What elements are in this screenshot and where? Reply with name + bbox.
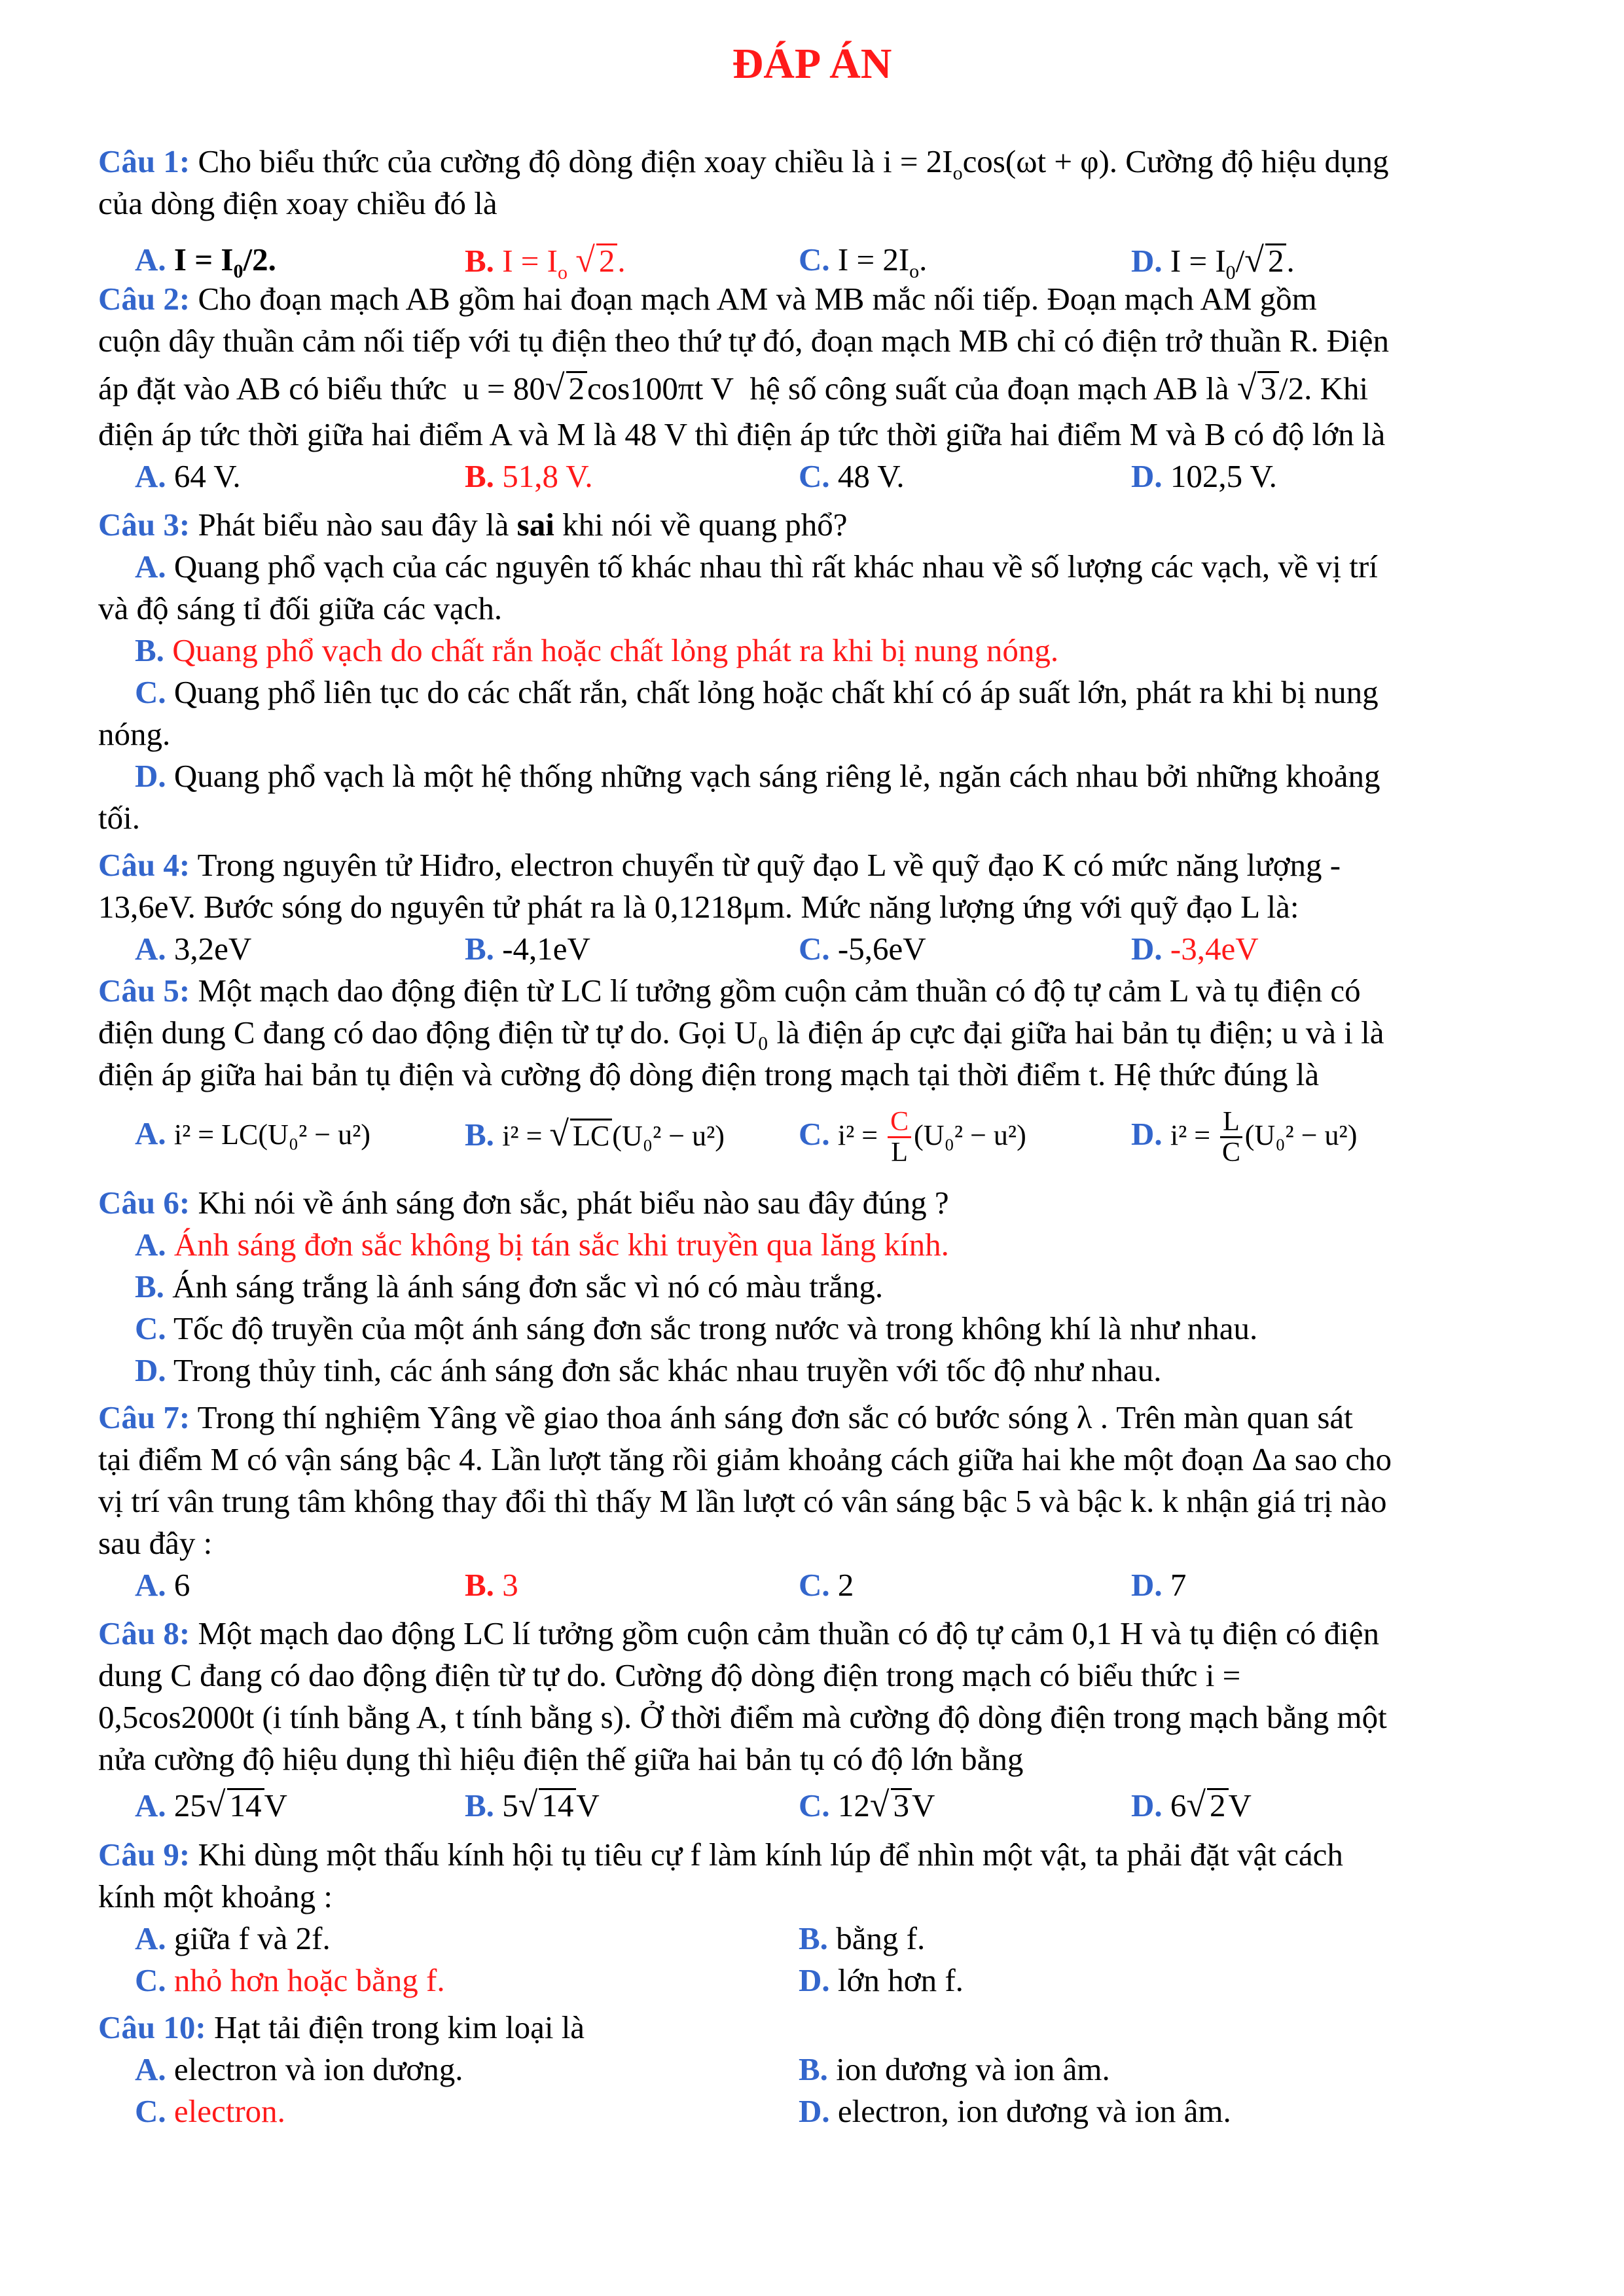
q3-label: Câu 3: [98, 507, 190, 543]
q8-stem-line2: dung C đang có dao động điện từ tự do. Cường độ dòng điện trong mạch có biểu thức i = [98, 1657, 1241, 1693]
q7-stem-line2: tại điểm M có vận sáng bậc 4. Lần lượt tăng rồi giảm khoảng cách giữa hai khe một đoạn Δa sao cho [98, 1441, 1392, 1477]
q4-label: Câu 4: [98, 847, 190, 883]
q4-stem-line1: Câu 4: Trong nguyên tử Hiđro, electron chuyển từ quỹ đạo L về quỹ đạo K có mức năng lượng - [98, 847, 1341, 883]
q6-option-a: A. Ánh sáng đơn sắc không bị tán sắc khi truyền qua lăng kính. [135, 1227, 949, 1263]
q5-stem-line1: Câu 5: Một mạch dao động điện từ LC lí tưởng gồm cuộn cảm thuần có độ tự cảm L và tụ điện có [98, 973, 1361, 1009]
q7-stem-line3: vị trí vân trung tâm không thay đổi thì thấy M lần lượt có vân sáng bậc 5 và bậc k. k nhận giá trị nào [98, 1483, 1387, 1519]
q1-option-a: A. $I = I_0/2$. [135, 242, 276, 282]
q5-option-a: A. i² = LC(U₀² − u²) [135, 1115, 370, 1151]
q1-option-c: C. $I = 2I_o$. [799, 242, 928, 282]
q3-option-a-line1: A. Quang phổ vạch của các nguyên tố khác nhau thì rất khác nhau về số lượng các vạch, về vị trí [135, 548, 1378, 584]
q10-label: Câu 10: [98, 2009, 206, 2045]
q2-option-d: D. 102,5 V. [1131, 458, 1277, 494]
q5-option-b: B. i² = √ LC(U₀² − u²) [465, 1114, 725, 1153]
q4-stem-line2: 13,6eV. Bước sóng do nguyên tử phát ra là 0,1218μm. Mức năng lượng ứng với quỹ đạo L là: [98, 889, 1299, 925]
q5-stem-line2: điện dung C đang có dao động điện từ tự do. Gọi U₀ là điện áp cực đại giữa hai bản tụ điện; u và i là [98, 1014, 1384, 1050]
q9-stem-line2: kính một khoảng : [98, 1878, 333, 1914]
q2-option-a: A. 64 V. [135, 458, 241, 494]
q8-option-a: A. 25√ 14V [135, 1785, 287, 1824]
q5-option-c: C. i² = $\frac{C}{L}$ (U₀² − u²) [799, 1107, 1026, 1168]
q7-option-d: D. 7 [1131, 1567, 1187, 1603]
q3-option-d-line2: tối. [98, 800, 140, 836]
q6-option-c: C. Tốc độ truyền của một ánh sáng đơn sắc trong nước và trong không khí là như nhau. [135, 1310, 1258, 1346]
q8-option-b: B. 5√ 14V [465, 1785, 600, 1824]
q4-option-c: C. -5,6eV [799, 931, 926, 967]
q4-option-b: B. -4,1eV [465, 931, 590, 967]
q9-option-c: C. nhỏ hơn hoặc bằng f. [135, 1962, 445, 1998]
q2-option-b: B. 51,8 V. [465, 458, 593, 494]
q6-stem: Câu 6: Khi nói về ánh sáng đơn sắc, phát biểu nào sau đây đúng ? [98, 1185, 949, 1221]
q2-stem-line3: áp đặt vào AB có biểu thức u = 80√ 2cos100πt V hệ số công suất của đoạn mạch AB là √ 3/2. Khi [98, 368, 1369, 407]
q5-stem-line3: điện áp giữa hai bản tụ điện và cường độ dòng điện trong mạch tại thời điểm t. Hệ thức đúng là [98, 1056, 1320, 1092]
q10-option-b: B. ion dương và ion âm. [799, 2051, 1110, 2087]
q7-label: Câu 7: [98, 1399, 190, 1435]
q2-stem-line2: cuộn dây thuần cảm nối tiếp với tụ điện theo thứ tự đó, đoạn mạch MB chỉ có điện trở thuần R. Điện [98, 323, 1389, 359]
q1-stem-line1: Câu 1: Cho biểu thức của cường độ dòng điện xoay chiều là $i = 2I_o\cos(\omega t + \varphi)$. Cường độ hiệu dụng [98, 143, 1389, 184]
q2-label: Câu 2: [98, 281, 190, 317]
q3-option-a-line2: và độ sáng tỉ đối giữa các vạch. [98, 590, 503, 626]
q8-option-d: D. 6√ 2V [1131, 1785, 1252, 1824]
q1-option-d: D. $I = I_0/√$ 2. [1131, 240, 1295, 283]
q6-option-b: B. Ánh sáng trắng là ánh sáng đơn sắc vì nó có màu trắng. [135, 1268, 884, 1304]
q9-option-b: B. bằng f. [799, 1920, 926, 1956]
q10-option-a: A. electron và ion dương. [135, 2051, 463, 2087]
q1-label: Câu 1: [98, 143, 190, 179]
q4-option-a: A. 3,2eV [135, 931, 252, 967]
q10-option-d: D. electron, ion dương và ion âm. [799, 2093, 1231, 2129]
page-title: ĐÁP ÁN [732, 40, 892, 88]
q7-stem-line1: Câu 7: Trong thí nghiệm Yâng về giao thoa ánh sáng đơn sắc có bước sóng λ . Trên màn quan sát [98, 1399, 1353, 1435]
q8-stem-line1: Câu 8: Một mạch dao động LC lí tưởng gồm cuộn cảm thuần có độ tự cảm 0,1 H và tụ điện có điện [98, 1615, 1380, 1651]
q3-option-c-line2: nóng. [98, 716, 171, 752]
q6-option-d: D. Trong thủy tinh, các ánh sáng đơn sắc khác nhau truyền với tốc độ như nhau. [135, 1352, 1162, 1388]
q8-label: Câu 8: [98, 1615, 190, 1651]
q6-label: Câu 6: [98, 1185, 190, 1221]
q3-stem: Câu 3: Phát biểu nào sau đây là sai khi nói về quang phổ? [98, 507, 848, 543]
q7-option-a: A. 6 [135, 1567, 190, 1603]
q8-option-c: C. 12√ 3V [799, 1785, 935, 1824]
q7-option-b: B. 3 [465, 1567, 518, 1603]
q2-stem-line4: điện áp tức thời giữa hai điểm A và M là 48 V thì điện áp tức thời giữa hai điểm M và B có độ lớn là [98, 416, 1386, 452]
q3-option-c-line1: C. Quang phổ liên tục do các chất rắn, chất lỏng hoặc chất khí có áp suất lớn, phát ra khi bị nung [135, 674, 1379, 710]
q3-option-b: B. Quang phổ vạch do chất rắn hoặc chất lỏng phát ra khi bị nung nóng. [135, 632, 1059, 668]
q9-label: Câu 9: [98, 1837, 190, 1873]
q2-stem-line1: Câu 2: Cho đoạn mạch AB gồm hai đoạn mạch AM và MB mắc nối tiếp. Đoạn mạch AM gồm [98, 281, 1317, 317]
q3-option-d-line1: D. Quang phổ vạch là một hệ thống những vạch sáng riêng lẻ, ngăn cách nhau bởi những khoảng [135, 758, 1380, 794]
q9-option-d: D. lớn hơn f. [799, 1962, 964, 1998]
q2-option-c: C. 48 V. [799, 458, 905, 494]
q1-stem-line2: của dòng điện xoay chiều đó là [98, 185, 497, 221]
q9-option-a: A. giữa f và 2f. [135, 1920, 331, 1956]
q8-stem-line4: nửa cường độ hiệu dụng thì hiệu điện thế giữa hai bản tụ có độ lớn bằng [98, 1741, 1024, 1777]
q8-stem-line3: 0,5cos2000t (i tính bằng A, t tính bằng s). Ở thời điểm mà cường độ dòng điện trong mạch bằng một [98, 1699, 1387, 1735]
q7-stem-line4: sau đây : [98, 1525, 213, 1561]
q1-option-b: B. $I = I_o$ √ 2. [465, 240, 626, 283]
q10-stem: Câu 10: Hạt tải điện trong kim loại là [98, 2009, 585, 2045]
q5-label: Câu 5: [98, 973, 190, 1009]
q10-option-c: C. electron. [135, 2093, 285, 2129]
q7-option-c: C. 2 [799, 1567, 854, 1603]
q9-stem-line1: Câu 9: Khi dùng một thấu kính hội tụ tiêu cự f làm kính lúp để nhìn một vật, ta phải đặt vật cách [98, 1837, 1343, 1873]
q4-option-d: D. -3,4eV [1131, 931, 1259, 967]
q5-option-d: D. i² = $\frac{L}{C}$ (U₀² − u²) [1131, 1107, 1358, 1168]
